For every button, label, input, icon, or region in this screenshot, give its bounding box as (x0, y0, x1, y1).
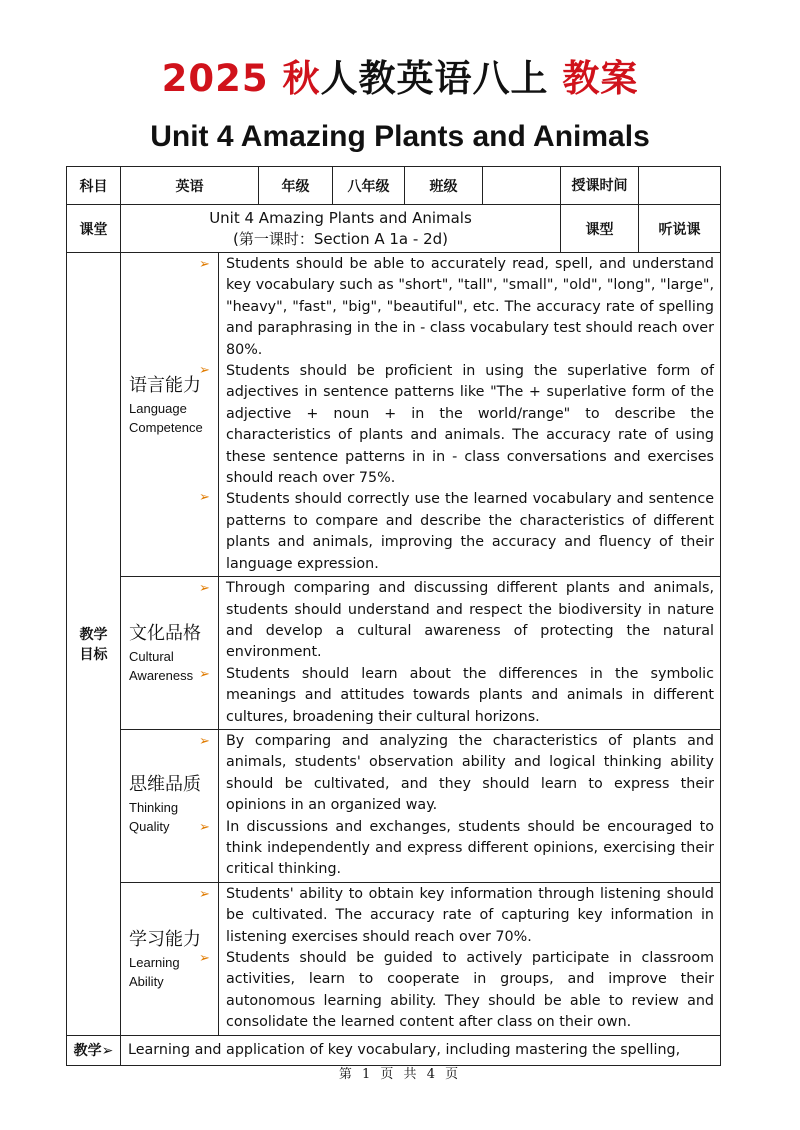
bullet-arrow-icon: ➢ (199, 257, 210, 272)
objective-text-language: Students should be able to accurately read, spell, and understand key vocabulary such as "short", "tall", "small", "old", "long", "large", "heavy", "fast", "big", "beautiful", etc. The accuracy rate of spelling and paraphrasing in the in - class vocabulary test should reach over 80%. Students should be proficient in using the superlative form of adjectives in sentence patterns like "The + superlative form of the adjective + noun + in the world/range" to describe the characteristics of plants and animals. The accuracy rate of using these sentence patterns in in - class conversations and exercises should reach over 75%. Students should correctly use the learned vocabulary and sentence patterns to compare and describe the characteristics of different plants and animals, improving the accuracy and fluency of their language expression. (219, 253, 721, 577)
category-thinking: ➢ ➢ 思维品质 Thinking Quality (121, 729, 219, 882)
objectives-label: 教学 目标 (67, 253, 121, 1036)
time-value (639, 167, 721, 205)
title-plan: 教案 (562, 57, 639, 100)
lesson-title-line1: Unit 4 Amazing Plants and Animals (209, 208, 472, 227)
key-points-text: Learning and application of key vocabulary, including mastering the spelling, (121, 1035, 721, 1065)
time-label: 授课时间 (561, 167, 639, 205)
key-points-label: 教学➢ (67, 1035, 121, 1065)
page-footer: 第 1 页 共 4 页 (338, 1067, 462, 1082)
bullet-arrow-icon: ➢ (199, 363, 210, 378)
bullet-arrow-icon: ➢ (199, 733, 210, 749)
lesson-type-label: 课型 (561, 205, 639, 253)
objective-row-cultural (67, 577, 721, 730)
category-learning: ➢ ➢ 学习能力 Learning Ability (121, 882, 219, 1035)
title-course: 人教英语八上 (320, 57, 549, 100)
bullet-arrow-icon: ➢ (199, 950, 210, 966)
document-title (0, 52, 800, 106)
objective-row-learning (67, 882, 721, 1035)
objective-text-thinking: By comparing and analyzing the characteristics of plants and animals, students' observation ability and logical thinking ability should be cultivated, and they should learn to express their opinions in an organized way. In discussions and exchanges, students should be encouraged to think independently and express different opinions, exercising their critical thinking. (219, 729, 721, 882)
bullet-arrow-icon: ➢ (199, 581, 210, 597)
bullet-arrow-icon: ➢ (101, 1043, 114, 1060)
lesson-type-value: 听说课 (639, 205, 721, 253)
bullet-arrow-icon: ➢ (199, 819, 210, 835)
bullet-arrow-icon: ➢ (199, 490, 210, 505)
grade-value: 八年级 (333, 167, 405, 205)
class-label: 班级 (405, 167, 483, 205)
bullet-arrow-icon: ➢ (199, 667, 210, 683)
title-season: 秋 (282, 57, 321, 100)
unit-title: Unit 4 Amazing Plants and Animals (150, 120, 650, 153)
class-value (483, 167, 561, 205)
objective-text-learning: Students' ability to obtain key information through listening should be cultivated. The accuracy rate of capturing key information in listening exercises should reach over 70%. Students should be guided to actively participate in classroom activities, learn to cooperate in groups, and improve their autonomous learning ability. They should be able to review and consolidate the learned content after class on their own. (219, 882, 721, 1035)
grade-label: 年级 (259, 167, 333, 205)
header-row (67, 167, 721, 205)
lesson-plan-table (66, 166, 721, 1066)
subject-label: 科目 (67, 167, 121, 205)
objective-row-language (67, 253, 721, 577)
subject-value: 英语 (121, 167, 259, 205)
lesson-title (121, 205, 561, 253)
lesson-title-line2: (第一课时：Section A 1a - 2d) (233, 229, 448, 248)
title-year: 2025 (161, 57, 269, 100)
objective-text-cultural: Through comparing and discussing different plants and animals, students should understand and respect the biodiversity in nature and develop a cultural awareness of protecting the natural environment. Students should learn about the differences in the symbolic meanings and attitudes towards plants and animals in different cultures, broadening their cultural horizons. (219, 577, 721, 730)
category-language: ➢ ➢ ➢ 语言能力 Language Competence (121, 253, 219, 577)
lesson-row (67, 205, 721, 253)
category-cultural: ➢ ➢ 文化品格 Cultural Awareness (121, 577, 219, 730)
bullet-arrow-icon: ➢ (199, 886, 210, 902)
lesson-label: 课堂 (67, 205, 121, 253)
objective-row-thinking (67, 729, 721, 882)
key-points-row (67, 1035, 721, 1065)
